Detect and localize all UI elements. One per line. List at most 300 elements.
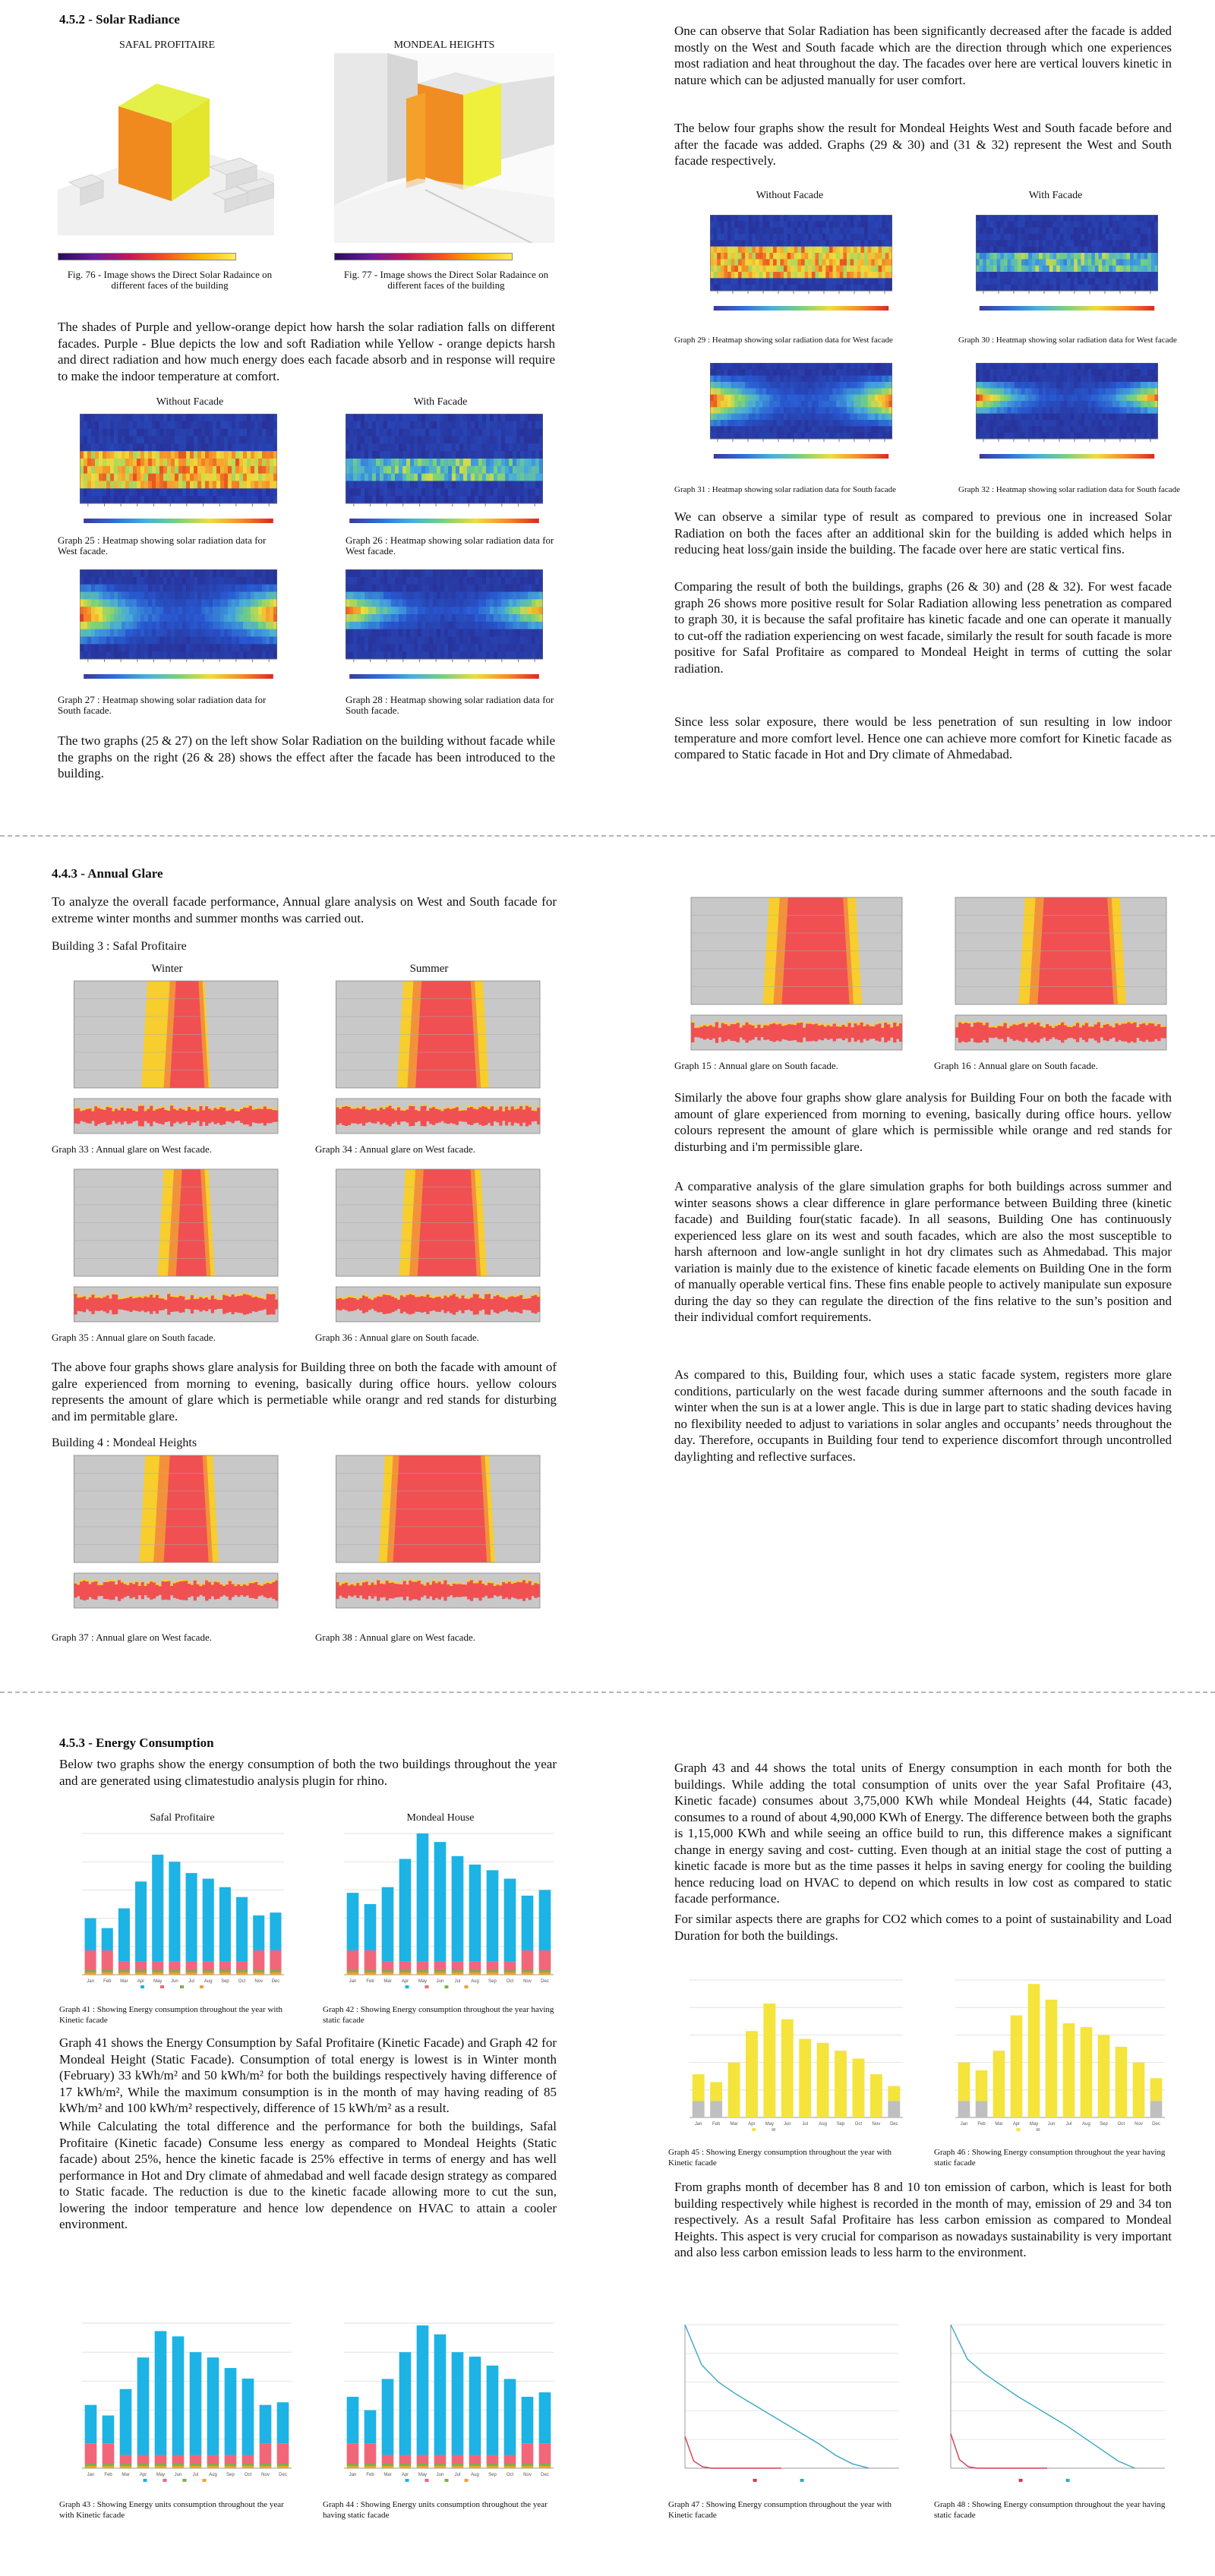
bar-segment [277,2464,289,2466]
chart-svg [934,2316,1169,2486]
tick-label: Jun [783,2122,791,2127]
tick-label: Apr [1012,2122,1021,2127]
building4-label: Building 4 : Mondeal Heights [52,1436,197,1449]
tick-label: Jul [802,2122,809,2127]
bar [225,2368,237,2455]
bar-segment [219,1970,231,1972]
tick-label: Sep [488,1979,497,1984]
bar [539,1890,551,1950]
tick-label: Aug [471,1979,479,1984]
bar-segment [522,2464,534,2466]
bar-segment [487,2464,499,2466]
energy-paragraph-3: While Calculating the total difference and the performance for both the buildings, Safal Profitaire (Kinetic facade) Consume less energy as compared to Mondeal Heights (Static facade) about 25%, hence the kinetic facade is 25% effective in terms of energy and has well performance in Hot and Dry climate of ahmedabad and well facade design strategy as compared to Static facade. The reduction is due to the kinetic facade allowing more to cut the sun, lowering the indoor temperature and hence low dependence on HVAC to attain a cooler environment. [59,2119,557,2231]
bar [120,2389,132,2455]
section-title-energy: 4.5.3 - Energy Consumption [59,1736,214,1750]
bar-segment [364,2464,377,2466]
bar-segment [504,1972,516,1975]
bar [347,1893,359,1950]
tick-label: Jan [349,2473,357,2477]
bar-segment [487,1972,499,1975]
glare-graph-16 [942,896,1169,1059]
bar-segment [504,2466,516,2468]
bar-segment [469,1970,481,1972]
legend-swatch [406,1985,409,1988]
energy-chart-41 [61,1826,289,1993]
energy-paragraph-2: Graph 41 shows the Energy Consumption by Safal Profitaire (Kinetic Facade) and Graph 42 for Mondeal Height (Static Facade). Consumption of total energy is lowest is in Winter month (February) 33 kWh/m² and 50 kWh/m² for both the buildings respectively having difference of 17 kWh/m², While the maximum consumption is in the month of may having reading of 85 kWh/m² and 100 kWh/m² respectively, difference of 15 kWh/m² as a result. [59,2035,557,2115]
tick-label: Jun [436,2473,444,2477]
bar-segment [242,2455,254,2464]
bar-segment [277,2466,289,2468]
tick-label: Aug [819,2122,827,2127]
bar-segment [417,2455,429,2464]
tick-label: Feb [104,2473,112,2477]
heatmap-graph-26 [346,414,543,503]
bar-segment [155,2464,167,2466]
bar-segment [270,1970,281,1972]
heatmap-graph-31 [710,363,892,439]
bar [137,2357,150,2455]
chart-svg [323,1826,558,1993]
solar-right-paragraph-2: The below four graphs show the result for Mondeal Heights West and South facade before and after the facade was added. Graphs (29 & 30) and (31 & 32) represent the West and South facade respectively. [674,121,1172,168]
bar [817,2043,829,2117]
bar [1081,2027,1093,2117]
section-divider-1 [0,835,1215,837]
tick-label: Oct [244,2473,252,2477]
bar-segment [135,1970,147,1972]
bar-segment [539,1972,551,1975]
graph41-caption: Graph 41 : Showing Energy consumption throughout the year with Kinetic facade [59,2005,283,2025]
bar-segment [417,1972,429,1975]
bar-segment [253,1972,264,1975]
bar [469,1865,481,1962]
bar [888,2086,900,2101]
bar [152,1855,163,1962]
bar-segment [539,1950,551,1970]
solar-paragraph-2: The two graphs (25 & 27) on the left show Solar Radiation on the building without facade while the graphs on the right (26 & 28) shows the effect after the facade has been introduced to the building. [58,733,555,780]
bar [236,1897,248,1962]
tick-label: May [156,2473,166,2477]
radiation-scale-right [334,253,513,260]
bar [1116,2047,1128,2117]
heatmap-graph-30 [976,215,1158,291]
tick-label: Mar [383,1979,392,1984]
legend-swatch [425,1985,429,1988]
chart-svg [61,2316,296,2486]
bar [135,1881,147,1962]
bar [1063,2023,1075,2117]
tick-label: Jan [960,2122,968,2127]
bar [260,2405,272,2444]
tick-label: Aug [1082,2122,1090,2127]
bar-segment [382,1962,394,1970]
bar-segment [417,1962,429,1970]
bar [417,1833,429,1962]
bar-segment [137,2466,150,2468]
bar-segment [452,1972,464,1975]
legend-swatch [1066,2479,1070,2482]
tick-label: May [418,1979,428,1984]
solar-right-paragraph-3: We can observe a similar type of result as compared to previous one in increased Solar Radiation on both the faces after an additional skin for the building is added which helps in reducing heat loss/gain inside the building. The facade over here are static vertical fins. [674,509,1172,557]
bar-segment [504,1962,516,1970]
legend-swatch [465,1985,469,1988]
legend-swatch [753,2479,757,2482]
bar [487,1870,499,1961]
bar [155,2331,167,2455]
bar-segment [976,2101,988,2117]
bar-segment [347,2443,359,2464]
legend-swatch [772,2128,775,2131]
bar-segment [253,1970,264,1972]
bar-segment [539,2466,551,2468]
graph32-caption: Graph 32 : Heatmap showing solar radiation data for South facade [958,485,1181,494]
bar [434,2335,447,2455]
bar-segment [539,1970,551,1972]
bar-segment [102,1970,113,1972]
chart-svg [668,1972,907,2136]
bar-segment [417,2466,429,2468]
bar-segment [382,2464,394,2466]
energy-chart-44 [323,2316,558,2486]
legend-swatch [1037,2128,1040,2131]
bar-segment [693,2101,705,2117]
bar-segment [382,1970,394,1972]
bar-segment [469,2455,481,2464]
bar-segment [102,1972,113,1975]
bar-segment [137,2455,150,2464]
bar-segment [504,2455,516,2464]
tick-label: Nov [523,1979,532,1984]
bar [172,2336,185,2455]
tick-label: May [418,2473,428,2477]
bar-segment [102,1950,113,1970]
section-divider-2 [0,1692,1215,1693]
tick-label: Nov [254,1979,264,1984]
glare-graph-35 [61,1168,281,1331]
tick-label: Apr [401,2473,409,2477]
bar-segment [364,2466,377,2468]
tick-label: Mar [120,1979,128,1984]
tick-label: Mar [995,2122,1003,2127]
chart-svg [323,2316,558,2486]
graph28-caption: Graph 28 : Heatmap showing solar radiation data for South facade. [346,694,554,716]
chart-svg [61,1826,289,1993]
tick-label: May [153,1979,163,1984]
bar-segment [888,2101,900,2117]
bar-segment [207,2466,219,2468]
bar-segment [207,2464,219,2466]
summer-label: Summer [409,963,449,975]
tick-label: Jul [192,2473,199,2477]
tick-label: Oct [506,1979,514,1984]
bar-segment [434,1972,447,1975]
bar-segment [118,1970,130,1972]
heatmap-graph-28 [346,569,543,659]
bar [710,2082,722,2101]
legend-swatch [800,2479,804,2482]
tick-label: Jun [171,1979,178,1984]
bar [1150,2078,1163,2101]
tick-label: Feb [103,1979,112,1984]
heatmap-graph-27 [80,569,277,659]
bar-segment [186,1972,197,1975]
tick-label: Oct [506,2473,514,2477]
bar-segment [155,2455,167,2464]
glare-paragraph-2: The above four graphs shows glare analysis for Building three on both the facade with amount of galre experienced from morning to evening, basically during office hours. yellow colours represents the amount of glare which is permetiable while orangr and red stands for disturbing and im permitable glare. [52,1360,557,1424]
bar-segment [186,1970,197,1972]
with-facade-label: With Facade [413,396,468,408]
bar-segment [399,1972,412,1975]
bar-segment [120,2466,132,2468]
bar-segment [487,2455,499,2464]
bar-segment [260,2464,272,2466]
bar [976,2070,988,2101]
bar-segment [203,1970,214,1972]
energy-right-paragraph-1: Graph 43 and 44 shows the total units of Energy consumption in each month for both the buildings. While adding the total consumption of units over the year Safal Profitaire (43, Kinetic facade) consumes about 3,75,000 KWh while Mondeal Heights (44, Static facade) consumes to a round of about 4,90,000 KWh of Energy. The difference between both the graphs is 1,15,000 KWh and while seeing an office build to run, this difference makes a significant change in energy saving and cost- cutting. Even though at an initial stage the cost of putting a kinetic facade is more but as the time passes it helps in saving energy for cooling the building hence reducing load on HVAC to depend on which results in low cost as compared to static facade performance. [674,1761,1172,1906]
energy-chart-43 [61,2316,296,2486]
mondeal-3d-model-image [334,53,554,243]
graph31-caption: Graph 31 : Heatmap showing solar radiation data for South facade [674,485,897,494]
graph45-caption: Graph 45 : Showing Energy consumption throughout the year with Kinetic facade [668,2148,892,2168]
bar [85,2405,97,2444]
bar-segment [434,2455,447,2464]
energy-right-paragraph-2: For similar aspects there are graphs for CO2 which comes to a point of sustainability and Load Duration for both the buildings. [674,1912,1172,1943]
bar-segment [399,2455,412,2464]
bar-segment [958,2101,970,2117]
bar-segment [347,1972,359,1975]
solar-right-paragraph-5: Since less solar exposure, there would be less penetration of sun resulting in low indoor temperature and more comfort level. Hence one can achieve more comfort for Kinetic facade as compared to Static facade in Hot and Dry climate of Ahmedabad. [674,714,1172,761]
glare-intro: To analyze the overall facade performance, Annual glare analysis on West and South facade for extreme winter months and summer months was carried out. [52,894,557,925]
bar-segment [382,1972,394,1975]
legend-swatch [445,2479,449,2482]
legend-swatch [203,2479,207,2482]
graph30-caption: Graph 30 : Heatmap showing solar radiation data for West facade [958,336,1177,345]
bar-segment [260,2443,272,2464]
bar [399,2352,412,2455]
bar-segment [186,1962,197,1970]
bar-segment [225,2455,237,2464]
graph26-caption: Graph 26 : Heatmap showing solar radiation data for West facade. [346,534,554,557]
bar [487,2366,499,2455]
bar [417,2325,429,2455]
tick-label: Apr [139,2473,147,2477]
bar-segment [522,1970,534,1972]
graph38-caption: Graph 38 : Annual glare on West facade. [315,1632,475,1643]
bar [504,2379,516,2455]
bar-segment [452,1970,464,1972]
bar [693,2074,705,2101]
solar-right-paragraph-4: Comparing the result of both the buildings, graphs (26 & 30) and (28 & 32). For west facade graph 26 shows more positive result for Solar Radiation allowing less penetration as compared to graph 30, it is because the safal profitaire has kinetic facade and one can operate it manually to cut-off the radiation experiencing on west facade, similarly the result for south facade is more positive for Safal Profitaire as compared to Mondeal Height in terms of cutting the solar radiation. [674,579,1172,676]
bar [382,1887,394,1962]
energy-right-paragraph-3: From graphs month of december has 8 and 10 ton emission of carbon, which is least for both building respectively while highest is recorded in the month of may, emission of 29 and 34 ton respectively. As a result Safal Profitaire has less carbon emission as compared to Mondeal Heights. This aspect is very crucial for comparison as nowadays sustainability is very important and also less carbon emission leads to less harm to the environment. [674,2180,1172,2259]
tick-label: Mar [730,2122,738,2127]
bar [186,1873,197,1962]
legend-swatch [160,1985,164,1988]
radiation-scale-left [58,253,236,260]
tick-label: Oct [238,1979,246,1984]
bar-segment [364,2443,377,2464]
bar-segment [137,2464,150,2466]
bar-segment [152,1972,163,1975]
bar [1046,2000,1058,2117]
building3-label: Building 3 : Safal Profitaire [52,940,187,953]
glare-graph-15 [677,896,905,1059]
tick-label: Mar [122,2473,130,2477]
bar [539,2392,551,2443]
bar-segment [120,2464,132,2466]
graph35-caption: Graph 35 : Annual glare on South facade. [52,1332,216,1343]
graph46-caption: Graph 46 : Showing Energy consumption throughout the year having static facade [934,2148,1166,2168]
bar [207,2357,219,2455]
tick-label: Aug [209,2473,217,2477]
bar-segment [169,1972,180,1975]
bar-segment [152,1962,163,1970]
glare-graph-37 [61,1454,281,1617]
bar-segment [103,2443,115,2464]
fig76-caption: Fig. 76 - Image shows the Direct Solar Radaince on different faces of the building [67,269,273,291]
without-facade-label-2: Without Facade [756,190,824,201]
bar-segment [487,1970,499,1972]
bar-segment [219,1962,231,1970]
tick-label: Jun [174,2473,182,2477]
bar-segment [469,1962,481,1970]
bar [169,1862,180,1962]
bar-segment [399,1970,412,1972]
bar [270,1912,281,1950]
tick-label: Aug [204,1979,213,1984]
tick-label: May [1029,2122,1039,2127]
bar-segment [1150,2101,1163,2117]
tick-label: Jan [349,1979,357,1984]
bar-segment [469,2464,481,2466]
bar [102,1928,113,1950]
bar [870,2074,882,2117]
tick-label: Jun [436,1979,444,1984]
bar-segment [347,1950,359,1970]
bar-segment [522,1972,534,1975]
bar-segment [399,1962,412,1970]
bar-segment [364,1970,377,1972]
bar-segment [469,1972,481,1975]
bar-segment [710,2101,722,2117]
bar-segment [417,2464,429,2466]
bar [253,1915,264,1950]
bar-segment [118,1972,130,1975]
bar-segment [522,1950,534,1970]
bar-segment [169,1962,180,1970]
bar-segment [452,2464,464,2466]
bar-segment [399,2466,412,2468]
bar-segment [277,2443,289,2464]
graph15-caption: Graph 15 : Annual glare on South facade. [674,1060,838,1071]
tick-label: Feb [366,1979,374,1984]
bar-segment [118,1962,130,1970]
bar [434,1842,447,1962]
bar-segment [225,2466,237,2468]
graph43-caption: Graph 43 : Showing Energy units consumption throughout the year with Kinetic facade [59,2500,284,2520]
graph48-caption: Graph 48 : Showing Energy consumption throughout the year having static facade [934,2500,1166,2520]
bar-segment [382,2466,394,2468]
graph27-caption: Graph 27 : Heatmap showing solar radiation data for South facade. [58,694,267,716]
tick-label: Jul [1065,2122,1072,2127]
energy-chart-42 [323,1826,558,1993]
chart41-title: Safal Profitaire [150,1812,215,1824]
tick-label: Jul [454,2473,461,2477]
section-title-solar: 4.5.2 - Solar Radiance [59,12,180,27]
bar-segment [347,2464,359,2466]
bar-segment [236,1972,248,1975]
legend-swatch [144,2479,147,2482]
glare-graph-33 [61,979,281,1143]
bar-segment [539,2443,551,2464]
tick-label: Dec [541,2473,549,2477]
legend-swatch [445,1985,449,1988]
bar [781,2019,794,2117]
legend-swatch [406,2479,409,2482]
bar-segment [172,2455,185,2464]
series-line [685,2436,781,2468]
bar-segment [85,1950,96,1970]
bar-segment [347,1970,359,1972]
tick-label: Sep [836,2122,845,2127]
chart-svg [934,1972,1169,2136]
bar [763,2004,775,2117]
legend-swatch [425,2479,429,2482]
tick-label: Apr [137,1979,145,1984]
bar [242,2379,254,2455]
bar-segment [135,1962,147,1970]
bar-segment [242,2464,254,2466]
bar-segment [452,1962,464,1970]
graph34-caption: Graph 34 : Annual glare on West facade. [315,1143,475,1155]
series-line [685,2325,869,2468]
with-facade-label-2: With Facade [1028,190,1083,201]
tick-label: Sep [221,1979,229,1984]
without-facade-label: Without Facade [156,396,224,408]
bar [835,2051,847,2117]
bar-segment [169,1970,180,1972]
bar [1011,2016,1023,2117]
bar-segment [434,2464,447,2466]
graph29-caption: Graph 29 : Heatmap showing solar radiation data for West facade [674,336,893,345]
bar-segment [152,1970,163,1972]
legend-swatch [752,2128,756,2131]
tick-label: Oct [1117,2122,1125,2127]
bar-segment [260,2466,272,2468]
bar-segment [364,1950,377,1970]
bar-segment [190,2455,202,2464]
glare-graph-38 [323,1454,543,1617]
bar [1028,1984,1040,2117]
bar-segment [434,1962,447,1970]
bar [522,1896,534,1950]
bar-segment [399,2464,412,2466]
series-line [951,2325,1135,2468]
co2-chart-46 [934,1972,1169,2136]
heatmap-graph-25 [80,414,277,503]
tick-label: Sep [488,2473,497,2477]
bar-segment [504,2464,516,2466]
tick-label: Jul [454,1979,461,1984]
bar-segment [219,1972,231,1975]
legend-swatch [1017,2128,1021,2131]
tick-label: Nov [1135,2122,1143,2127]
bar-segment [242,2466,254,2468]
bar [469,2357,481,2455]
bar-segment [487,1962,499,1970]
bar [190,2352,202,2455]
bar-segment [434,1970,447,1972]
chart-svg [668,2316,904,2486]
